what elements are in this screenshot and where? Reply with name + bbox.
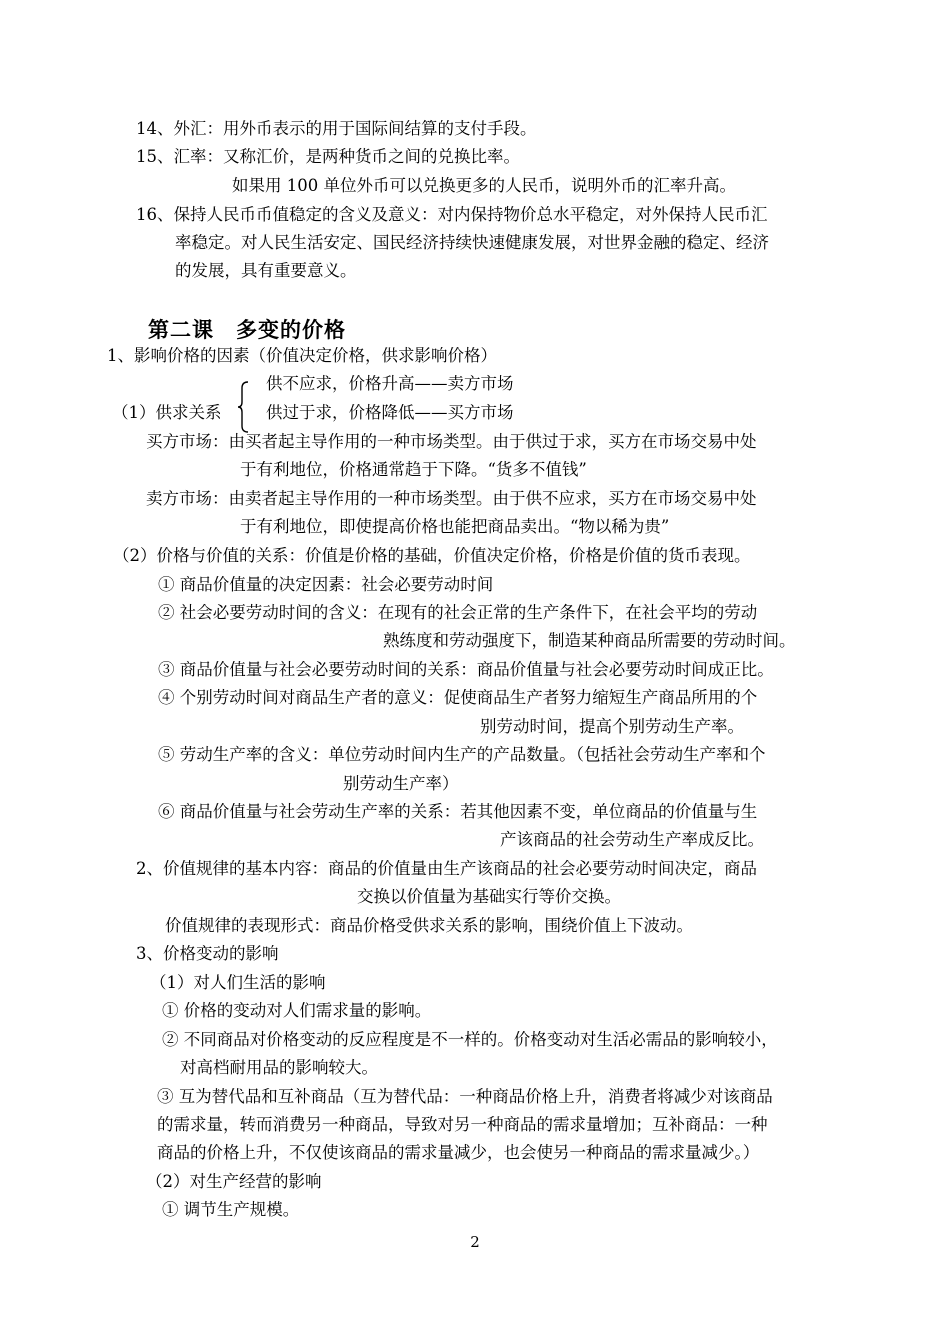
text-line-14: 14、外汇：用外币表示的用于国际间结算的支付手段。	[136, 119, 537, 138]
price-value-relation: （2）价格与价值的关系：价值是价格的基础，价值决定价格，价格是价值的货币表现。	[113, 546, 751, 565]
item-d2b: 对高档耐用品的影响较大。	[180, 1058, 378, 1077]
item-d2a: ② 不同商品对价格变动的反应程度是不一样的。价格变动对生活必需品的影响较小，	[162, 1030, 778, 1049]
text-line-15-note: 如果用 100 单位外币可以兑换更多的人民币，说明外币的汇率升高。	[232, 176, 736, 195]
item-c6b: 产该商品的社会劳动生产率成反比。	[500, 830, 764, 849]
item-d1: ① 价格的变动对人们需求量的影响。	[162, 1001, 432, 1020]
item-c4a: ④ 个别劳动时间对商品生产者的意义：促使商品生产者努力缩短生产商品所用的个	[158, 688, 758, 707]
supply-line-a: 供不应求，价格升高——卖方市场	[266, 374, 514, 393]
item-c2b: 熟练度和劳动强度下，制造某种商品所需要的劳动时间。	[383, 631, 796, 650]
item-c4b: 别劳动时间，提高个别劳动生产率。	[480, 717, 744, 736]
item-c6a: ⑥ 商品价值量与社会劳动生产率的关系：若其他因素不变，单位商品的价值量与生	[158, 802, 758, 821]
section-title: 第二课 多变的价格	[148, 318, 346, 342]
impact-production-heading: （2）对生产经营的影响	[146, 1172, 322, 1191]
item-c2a: ② 社会必要劳动时间的含义：在现有的社会正常的生产条件下，在社会平均的劳动	[158, 603, 758, 622]
value-law-b: 交换以价值量为基础实行等价交换。	[357, 887, 621, 906]
text-line-15: 15、汇率：又称汇价，是两种货币之间的兑换比率。	[136, 147, 520, 166]
item-d3b: 的需求量，转而消费另一种商品，导致对另一种商品的需求量增加；互补商品：一种	[157, 1115, 768, 1134]
item-e1: ① 调节生产规模。	[162, 1200, 300, 1219]
item-d3a: ③ 互为替代品和互补商品（互为替代品：一种商品价格上升，消费者将减少对该商品	[157, 1087, 773, 1106]
buyer-market-2: 于有利地位，价格通常趋于下降。“货多不值钱”	[240, 460, 587, 479]
seller-market-1: 卖方市场：由卖者起主导作用的一种市场类型。由于供不应求，买方在市场交易中处	[146, 489, 757, 508]
item-c5b: 别劳动生产率）	[343, 774, 459, 793]
seller-market-2: 于有利地位，即使提高价格也能把商品卖出。“物以稀为贵”	[240, 517, 670, 536]
buyer-market-1: 买方市场：由买者起主导作用的一种市场类型。由于供过于求，买方在市场交易中处	[146, 432, 757, 451]
item-c5a: ⑤ 劳动生产率的含义：单位劳动时间内生产的产品数量。（包括社会劳动生产率和个	[158, 745, 766, 764]
supply-line-b: 供过于求，价格降低——买方市场	[266, 403, 514, 422]
page-number: 2	[470, 1233, 480, 1251]
text-line-16: 16、保持人民币币值稳定的含义及意义：对内保持物价总水平稳定，对外保持人民币汇	[136, 205, 768, 224]
price-change-heading: 3、价格变动的影响	[136, 944, 279, 963]
impact-life-heading: （1）对人们生活的影响	[150, 973, 326, 992]
text-line-16-cont1: 率稳定。对人民生活安定、国民经济持续快速健康发展，对世界金融的稳定、经济	[175, 233, 769, 252]
text-line-16-cont2: 的发展，具有重要意义。	[175, 261, 357, 280]
item-c3: ③ 商品价值量与社会必要劳动时间的关系：商品价值量与社会必要劳动时间成正比。	[158, 660, 774, 679]
value-law-a: 2、价值规律的基本内容：商品的价值量由生产该商品的社会必要劳动时间决定，商品	[136, 859, 757, 878]
brace-symbol	[237, 381, 249, 433]
item-d3c: 商品的价格上升，不仅使该商品的需求量减少，也会使另一种商品的需求量减少。）	[157, 1143, 760, 1162]
value-law-form: 价值规律的表现形式：商品价格受供求关系的影响，围绕价值上下波动。	[165, 916, 693, 935]
item-c1: ① 商品价值量的决定因素：社会必要劳动时间	[158, 575, 494, 594]
supply-label: （1）供求关系	[112, 403, 222, 422]
factor-heading: 1、影响价格的因素（价值决定价格，供求影响价格）	[107, 346, 497, 365]
